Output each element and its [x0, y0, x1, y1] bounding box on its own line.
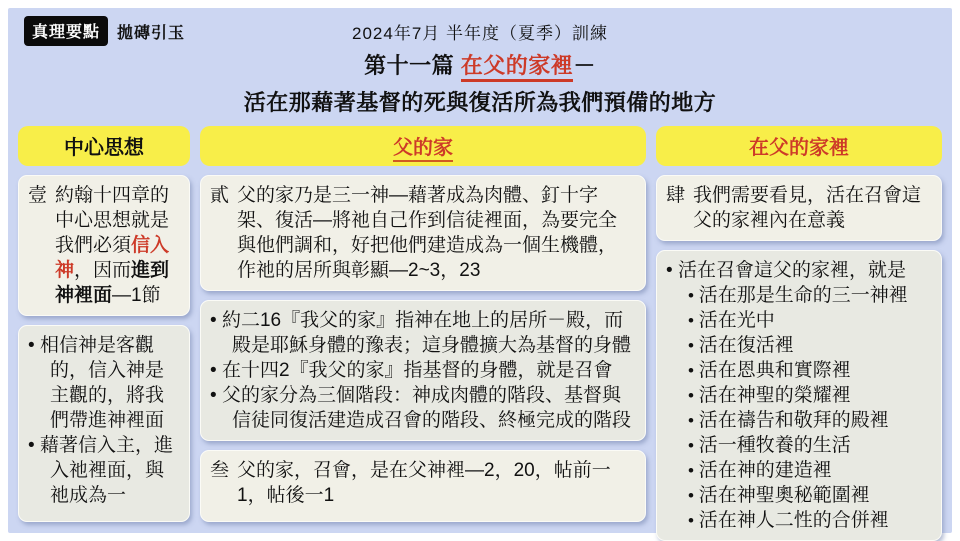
- training-session-line: 2024年7月 半年度（夏季）訓練: [352, 24, 608, 43]
- point-number: 貳: [210, 185, 230, 206]
- point-text: 我們需要看見，活在召會這父的家裡內在意義: [693, 185, 922, 231]
- column-header-fathers-house: [200, 126, 646, 166]
- truth-points-badge: 真理要點: [24, 16, 108, 46]
- point-number: 肆: [666, 185, 686, 206]
- text-segment: 約翰十四章的中心思想就是我們必須: [55, 185, 170, 256]
- badge-group: [24, 16, 185, 46]
- slide-panel: [8, 8, 952, 533]
- message-subtitle: 活在那藉著基督的死與復活所為我們預備的地方: [243, 90, 717, 115]
- left-notes-list: [28, 333, 180, 508]
- sub-list-item: • 活在神聖奧秘範圍裡: [688, 483, 932, 508]
- sub-list-item: • 活在神的建造裡: [688, 458, 932, 483]
- text-segment-bold: 進到神裡面: [55, 260, 170, 306]
- column-central-thought: [18, 126, 190, 522]
- column-header-in-fathers-house: [656, 126, 942, 166]
- list-item: • 相信神是客觀的，信入神是主觀的，將我們帶進神裡面: [28, 333, 180, 433]
- header-row: [18, 14, 942, 44]
- message-title: [18, 49, 942, 80]
- point-text: 父的家，召會，是在父神裡—2，20，帖前一1，帖後一1: [237, 460, 611, 506]
- sub-list-item: • 活在復活裡: [688, 333, 932, 358]
- sub-list-item: • 活在禱告和敬拜的殿裡: [688, 408, 932, 433]
- sub-list-item: • 活在光中: [688, 308, 932, 333]
- right-notes-box: [656, 250, 942, 541]
- content-columns: [18, 126, 942, 531]
- point-1-box: [18, 175, 190, 316]
- sub-list-item: • 活在神聖的榮耀裡: [688, 383, 932, 408]
- point-text: [55, 183, 180, 308]
- point-number: 叁: [210, 460, 230, 481]
- title-prefix: 第十一篇: [364, 53, 461, 78]
- list-item: • 藉著信入主，進入祂裡面，與祂成為一: [28, 433, 180, 508]
- left-notes-box: [18, 325, 190, 522]
- list-item: • 約二16『我父的家』指神在地上的居所－殿，而殿是耶穌身體的豫表；這身體擴大為基督的身體: [210, 308, 636, 358]
- right-lead-list: [666, 258, 932, 283]
- title-dash: －: [573, 53, 596, 78]
- header-text: 在父的家裡: [749, 137, 849, 159]
- middle-notes-list: [210, 308, 636, 433]
- point-2-box: [200, 175, 646, 291]
- title-highlight: 在父的家裡: [461, 53, 574, 82]
- column-in-fathers-house: [656, 126, 942, 531]
- lead-list-item: • 活在召會這父的家裡，就是: [666, 258, 932, 283]
- text-segment: ，因而: [74, 260, 132, 281]
- point-number: 壹: [28, 185, 48, 206]
- badge-caption: 拋磚引玉: [117, 24, 186, 42]
- middle-notes-box: [200, 300, 646, 441]
- sub-list-item: • 活在神人二性的合併裡: [688, 508, 932, 533]
- sub-list-item: • 活在那是生命的三一神裡: [688, 283, 932, 308]
- list-item: • 在十四2『我父的家』指基督的身體，就是召會: [210, 358, 636, 383]
- text-segment: —1節: [112, 285, 161, 306]
- sub-list-item: • 活一種牧養的生活: [688, 433, 932, 458]
- list-item: • 父的家分為三個階段：神成肉體的階段、基督與信徒同復活建造成召會的階段、終極完成的階段: [210, 383, 636, 433]
- point-text: 父的家乃是三一神—藉著成為肉體、釘十字架、復活—將祂自己作到信徒裡面，為要完全與他們調和，好把他們建造成為一個生機體，作祂的居所與彰顯—2~3，23: [237, 185, 618, 281]
- column-header-central-thought: 中心思想: [18, 126, 190, 166]
- point-3-box: [200, 450, 646, 522]
- column-fathers-house: [200, 126, 646, 522]
- sub-list-item: • 活在恩典和實際裡: [688, 358, 932, 383]
- text-segment-red: 信入神: [55, 235, 170, 281]
- point-4-box: [656, 175, 942, 241]
- right-sub-list: [666, 283, 932, 533]
- header-text: 父的家: [393, 137, 453, 162]
